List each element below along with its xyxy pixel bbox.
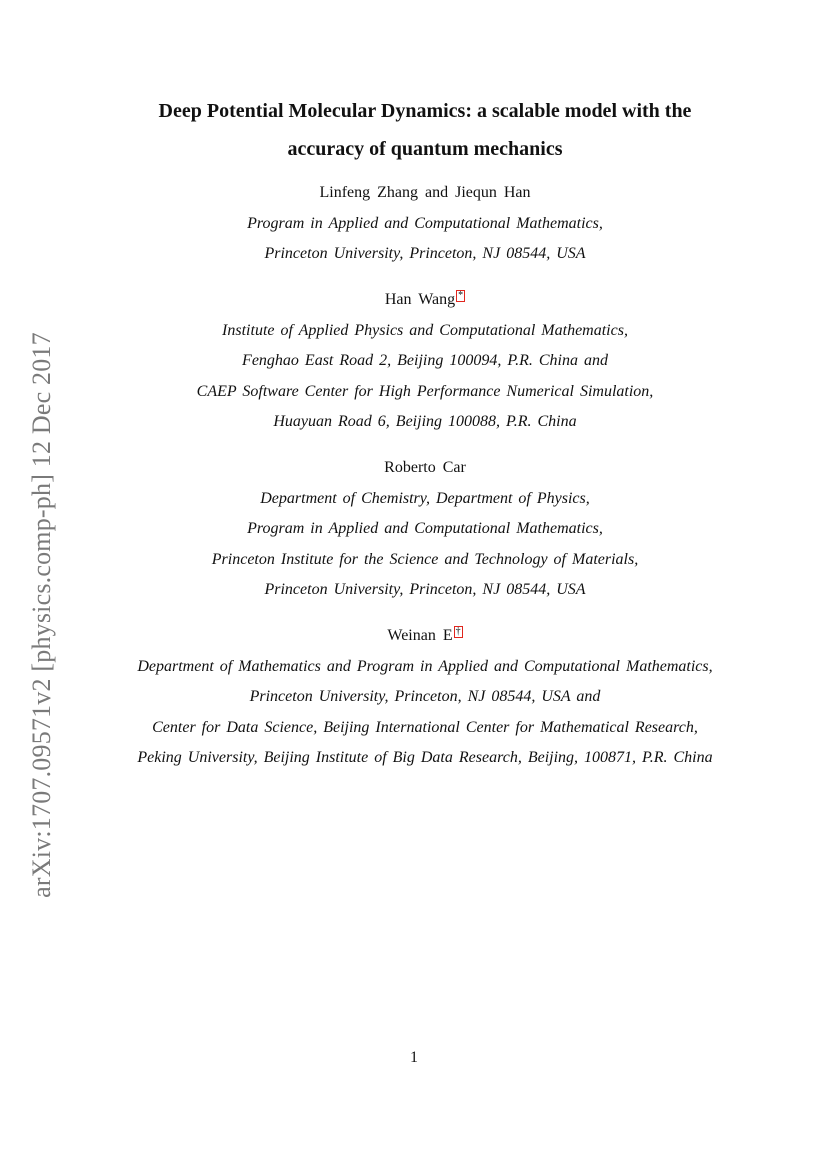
affiliation-line: Institute of Applied Physics and Computational Mathematics, bbox=[222, 321, 628, 339]
affiliation-line: Center for Data Science, Beijing International Center for Mathematical Research, bbox=[152, 718, 698, 736]
affiliation-line: CAEP Software Center for High Performance Numerical Simulation, bbox=[196, 382, 654, 400]
author-name bbox=[70, 178, 780, 209]
title-line-1: Deep Potential Molecular Dynamics: a scalable model with the bbox=[158, 100, 692, 122]
author-name bbox=[70, 453, 780, 484]
affiliation-line: Princeton University, Princeton, NJ 08544, USA and bbox=[249, 688, 601, 706]
author-block-wang bbox=[70, 285, 780, 438]
affiliation-line: Peking University, Beijing Institute of Big Data Research, Beijing, 100871, P.R. China bbox=[137, 749, 713, 767]
author-name bbox=[40, 621, 810, 652]
footnote-link-star[interactable]: * bbox=[458, 289, 464, 301]
title-line-2: accuracy of quantum mechanics bbox=[287, 138, 563, 160]
author-block-e bbox=[40, 621, 810, 774]
author-block-zhang-han bbox=[70, 178, 780, 270]
author-name bbox=[70, 285, 780, 316]
footnote-link-dagger[interactable]: † bbox=[455, 625, 461, 637]
affiliation-line: Fenghao East Road 2, Beijing 100094, P.R. China and bbox=[242, 352, 608, 370]
author-name-text: Han Wang bbox=[384, 291, 456, 308]
paper-title bbox=[70, 92, 780, 168]
affiliation-line: Princeton University, Princeton, NJ 08544, USA bbox=[264, 581, 586, 599]
affiliation-line: Huayuan Road 6, Beijing 100088, P.R. China bbox=[273, 413, 577, 431]
author-block-car bbox=[70, 453, 780, 606]
affiliation-line: Program in Applied and Computational Mathematics, bbox=[247, 520, 603, 538]
affiliation-line: Department of Mathematics and Program in Applied and Computational Mathematics, bbox=[137, 657, 713, 675]
affiliation-line: Princeton University, Princeton, NJ 08544, USA bbox=[264, 245, 586, 263]
arxiv-identifier[interactable]: arXiv:1707.09571v2 [physics.comp-ph] 12 Dec 2017 bbox=[27, 332, 56, 898]
author-name-text: Weinan E bbox=[387, 627, 453, 644]
page-number: 1 bbox=[410, 1049, 418, 1066]
author-name-text: Linfeng Zhang and Jiequn Han bbox=[319, 184, 531, 201]
affiliation-line: Princeton Institute for the Science and Technology of Materials, bbox=[211, 550, 639, 568]
author-name-text: Roberto Car bbox=[384, 459, 466, 476]
affiliation-line: Program in Applied and Computational Mathematics, bbox=[247, 214, 603, 232]
affiliation-line: Department of Chemistry, Department of Physics, bbox=[260, 489, 590, 507]
